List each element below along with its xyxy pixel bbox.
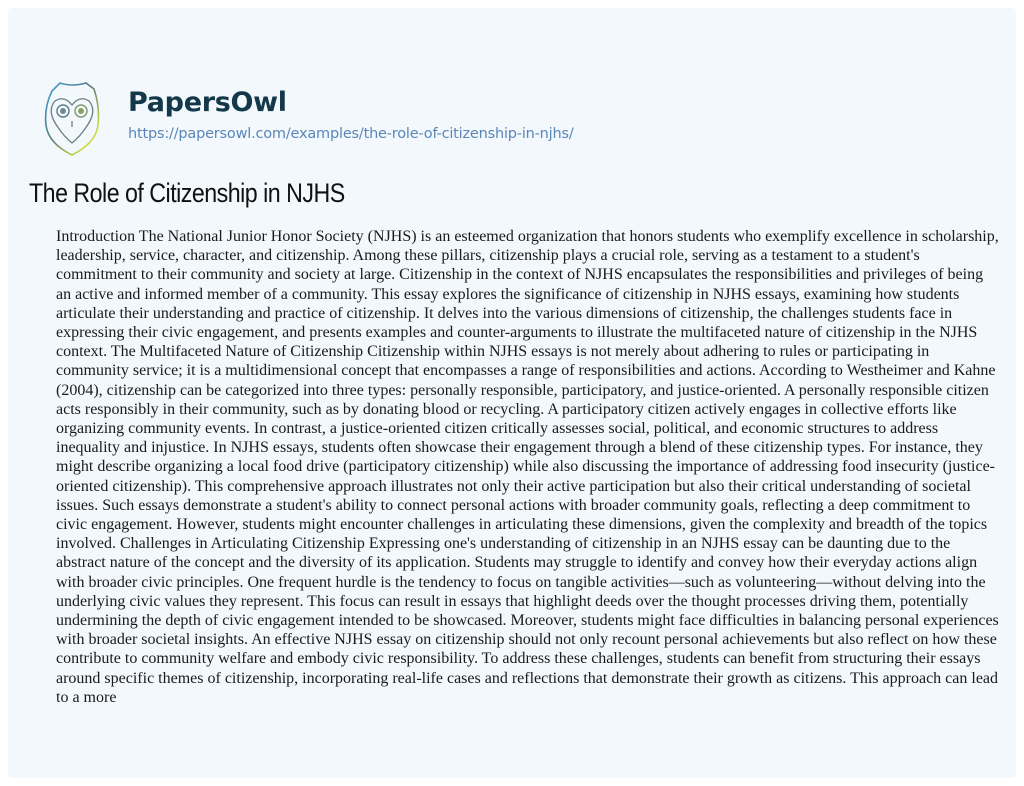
article-title: The Role of Citizenship in NJHS	[29, 178, 345, 208]
article-body: Introduction The National Junior Honor Society (NJHS) is an esteemed organization that honors students who exemplify excellence in scholarship, leadership, service, character, and citizenship. Among these pillars, citizenship plays a crucial role, serving as a testament to a student's commitment to their community and society at large. Citizenship in the context of NJHS encapsulates the responsibilities and privileges of being an active and informed member of a community. This essay explores the significance of citizenship in NJHS essays, examining how students articulate their understanding and practice of citizenship. It delves into the various dimensions of citizenship, the challenges students face in expressing their civic engagement, and presents examples and counter-arguments to illustrate the multifaceted nature of citizenship in the NJHS context. The Multifaceted Nature of Citizenship Citizenship within NJHS essays is not merely about adhering to rules or participating in community service; it is a multidimensional concept that encompasses a range of responsibilities and actions. According to Westheimer and Kahne (2004), citizenship can be categorized into three types: personally responsible, participatory, and justice-oriented. A personally responsible citizen acts responsibly in their community, such as by donating blood or recycling. A participatory citizen actively engages in collective efforts like organizing community events. In contrast, a justice-oriented citizen critically assesses social, political, and economic structures to address inequality and injustice. In NJHS essays, students often showcase their engagement through a blend of these citizenship types. For instance, they might describe organizing a local food drive (participatory citizenship) while also discussing the importance of addressing food insecurity (justice-oriented citizenship). This comprehensive approach illustrates not only their active participation but also their critical understanding of societal issues. Such essays demonstrate a student's ability to connect personal actions with broader community goals, reflecting a deep commitment to civic engagement. However, students might encounter challenges in articulating these dimensions, given the complexity and breadth of the topics involved. Challenges in Articulating Citizenship Expressing one's understanding of citizenship in an NJHS essay can be daunting due to the abstract nature of the concept and the diversity of its application. Students may struggle to identify and convey how their everyday actions align with broader civic principles. One frequent hurdle is the tendency to focus on tangible activities—such as volunteering—without delving into the underlying civic values they represent. This focus can result in essays that highlight deeds over the thought processes driving them, potentially undermining the depth of civic engagement intended to be showcased. Moreover, students might face difficulties in balancing personal experiences with broader societal insights. An effective NJHS essay on citizenship should not only recount personal achievements but also reflect on how these contribute to community welfare and embody civic responsibility. To address these challenges, students can benefit from structuring their essays around specific themes of citizenship, incorporating real-life cases and reflections that demonstrate their growth as citizens. This approach can lead to a more	[56, 228, 999, 706]
page-card	[8, 8, 1016, 778]
site-header	[38, 68, 574, 168]
owl-logo-icon[interactable]	[42, 77, 102, 159]
brand-block	[128, 86, 574, 142]
page-url-link[interactable]: https://papersowl.com/examples/the-role-of-citizenship-in-njhs/	[128, 126, 574, 142]
brand-name[interactable]: PapersOwl	[128, 87, 287, 118]
